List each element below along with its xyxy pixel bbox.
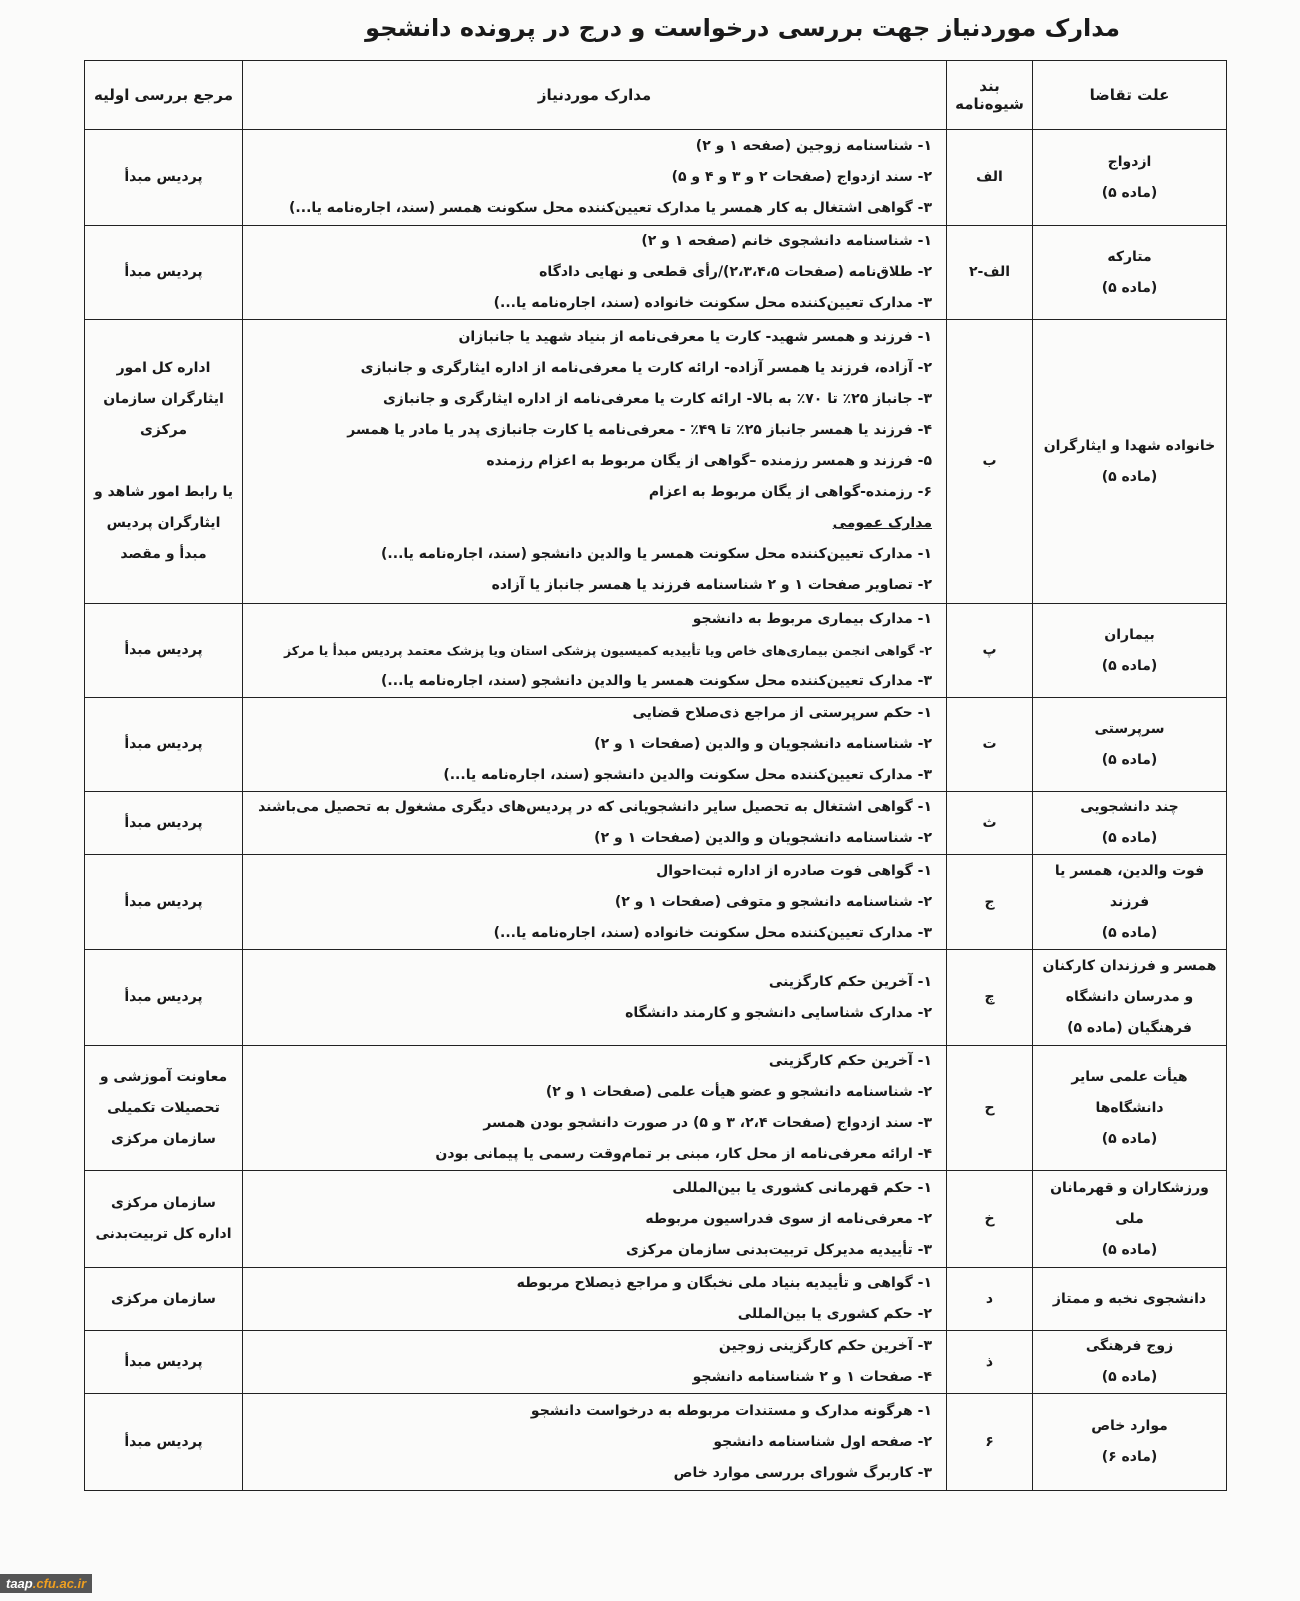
cause-line: (ماده ۵) <box>1101 657 1158 674</box>
header-docs: مدارک موردنیاز <box>243 61 947 130</box>
doc-item: ۱- حکم سرپرستی از مراجع ذی‌صلاح قضایی <box>632 705 932 721</box>
header-band-line: بند <box>979 77 1000 95</box>
doc-item: ۱- گواهی و تأییدیه بنیاد ملی نخبگان و مراجع ذیصلاح مربوطه <box>516 1275 932 1291</box>
doc-item: ۲- مدارک شناسایی دانشجو و کارمند دانشگاه <box>625 1004 932 1021</box>
docs-cell <box>243 1046 947 1171</box>
header-reference: مرجع بررسی اولیه <box>85 61 243 130</box>
reference-line: یا رابط امور شاهد و <box>94 484 233 500</box>
band-cell: د <box>947 1268 1033 1331</box>
band-cell: ب <box>947 320 1033 604</box>
cause-cell <box>1033 604 1227 698</box>
reference-cell <box>85 792 243 855</box>
doc-item: ۱- گواهی فوت صادره از اداره ثبت‌احوال <box>656 862 932 879</box>
reference-line: تحصیلات تکمیلی <box>107 1099 220 1116</box>
cause-line: متارکه <box>1107 248 1152 265</box>
reference-line: پردیس مبدأ <box>124 264 203 280</box>
doc-item: ۳- کاربرگ شورای بررسی موارد خاص <box>673 1464 932 1481</box>
table-row <box>85 1046 1227 1171</box>
table-row <box>85 604 1227 698</box>
reference-line: اداره کل امور <box>116 360 211 376</box>
cause-line: ازدواج <box>1107 153 1152 170</box>
docs-cell <box>243 226 947 320</box>
doc-item: ۳- تأییدیه مدیرکل تربیت‌بدنی سازمان مرکزی <box>626 1241 932 1258</box>
cause-line: موارد خاص <box>1091 1418 1168 1434</box>
docs-cell <box>243 1268 947 1331</box>
doc-item: ۱- هرگونه مدارک و مستندات مربوطه به درخواست دانشجو <box>530 1402 932 1419</box>
band-cell: پ <box>947 604 1033 698</box>
reference-line: پردیس مبدأ <box>124 642 203 658</box>
doc-item: ۲- حکم کشوری یا بین‌المللی <box>737 1306 932 1322</box>
table-row <box>85 698 1227 792</box>
doc-item: ۱- مدارک بیماری مربوط به دانشجو <box>692 611 932 627</box>
reference-line: مرکزی <box>139 422 188 438</box>
band-cell: ح <box>947 1046 1033 1171</box>
reference-cell <box>85 855 243 950</box>
table-row <box>85 226 1227 320</box>
doc-item: ۲- شناسنامه دانشجویان و والدین (صفحات ۱ و ۲) <box>594 736 932 752</box>
doc-item: ۴- صفحات ۱ و ۲ شناسنامه دانشجو <box>692 1369 932 1385</box>
reference-cell <box>85 950 243 1046</box>
header-band-line: شیوه‌نامه <box>955 95 1024 113</box>
cause-line: فرزند <box>1109 893 1150 910</box>
header-band <box>947 61 1033 130</box>
doc-item: ۲- گواهی انجمن بیماری‌های خاص ویا تأییدیه کمیسیون پزشکی استان ویا پزشک معتمد پردیس مبدأ یا مرکز <box>283 643 932 658</box>
reference-line <box>93 446 234 477</box>
header-cause: علت تقاضا <box>1033 61 1227 130</box>
doc-item: ۴- ارائه معرفی‌نامه از محل کار، مبنی بر تمام‌وقت رسمی یا پیمانی بودن <box>435 1146 932 1162</box>
doc-item: ۲- صفحه اول شناسنامه دانشجو <box>713 1433 932 1450</box>
documents-table <box>84 60 1227 1491</box>
doc-item: ۲- تصاویر صفحات ۱ و ۲ شناسنامه فرزند یا همسر جانباز یا آزاده <box>491 577 932 593</box>
doc-item: ۳- مدارک تعیین‌کننده محل سکونت خانواده (سند، اجاره‌نامه یا...) <box>493 295 932 311</box>
reference-line: پردیس مبدأ <box>124 1353 203 1370</box>
cause-line: و مدرسان دانشگاه <box>1065 989 1194 1005</box>
cause-line: (ماده ۵) <box>1101 468 1158 485</box>
docs-cell <box>243 950 947 1046</box>
doc-item: ۱- فرزند و همسر شهید- کارت یا معرفی‌نامه از بنیاد شهید یا جانبازان <box>458 329 932 345</box>
cause-cell <box>1033 1171 1227 1268</box>
cause-cell <box>1033 792 1227 855</box>
reference-line: پردیس مبدأ <box>124 169 203 185</box>
page-title: مدارک موردنیاز جهت بررسی درخواست و درج در پرونده دانشجو <box>365 14 1120 42</box>
docs-cell <box>243 855 947 950</box>
cause-cell <box>1033 320 1227 604</box>
table-row <box>85 855 1227 950</box>
cause-cell <box>1033 1331 1227 1394</box>
cause-line: دانشگاه‌ها <box>1095 1099 1164 1116</box>
cause-cell <box>1033 1046 1227 1171</box>
cause-cell <box>1033 698 1227 792</box>
site-watermark <box>0 1574 92 1593</box>
reference-cell <box>85 1171 243 1268</box>
cause-line: (ماده ۵) <box>1101 1130 1158 1147</box>
band-cell: ذ <box>947 1331 1033 1394</box>
cause-line: فرهنگیان (ماده ۵) <box>1067 1020 1192 1036</box>
doc-item: ۳- جانباز ۲۵٪ تا ۷۰٪ به بالا- ارائه کارت یا معرفی‌نامه از اداره ایثارگری و جانبازی <box>382 391 932 407</box>
doc-item: ۲- آزاده، فرزند یا همسر آزاده- ارائه کارت یا معرفی‌نامه از اداره ایثارگری و جانبازی <box>360 360 932 376</box>
table-row <box>85 320 1227 604</box>
reference-line: اداره کل تربیت‌بدنی <box>95 1226 232 1242</box>
band-cell: الف <box>947 130 1033 226</box>
doc-item: ۱- شناسنامه دانشجوی خانم (صفحه ۱ و ۲) <box>641 233 932 249</box>
cause-line: (ماده ۵) <box>1101 1241 1158 1258</box>
reference-cell <box>85 604 243 698</box>
reference-line: سازمان مرکزی <box>111 1195 216 1211</box>
table-row <box>85 1394 1227 1491</box>
doc-item: ۱- شناسنامه زوجین (صفحه ۱ و ۲) <box>695 138 932 154</box>
docs-cell <box>243 1171 947 1268</box>
reference-line: سازمان مرکزی <box>111 1130 216 1147</box>
general-docs-heading: مدارک عمومی <box>832 515 932 531</box>
reference-line: معاونت آموزشی و <box>99 1068 228 1085</box>
cause-line: (ماده ۵) <box>1101 924 1158 941</box>
doc-item: ۵- فرزند و همسر رزمنده –گواهی از یگان مربوط به اعزام رزمنده <box>486 453 932 469</box>
doc-item: ۳- مدارک تعیین‌کننده محل سکونت همسر یا والدین دانشجو (سند، اجاره‌نامه یا...) <box>381 673 932 689</box>
doc-item: ۲- سند ازدواج (صفحات ۲ و ۳ و ۴ و ۵) <box>671 169 932 185</box>
reference-line: ایثارگران پردیس <box>106 515 221 531</box>
doc-item: ۳- مدارک تعیین‌کننده محل سکونت والدین دانشجو (سند، اجاره‌نامه یا...) <box>443 767 932 783</box>
reference-cell <box>85 1268 243 1331</box>
doc-item: ۱- آخرین حکم کارگزینی <box>768 973 932 990</box>
cause-line: ورزشکاران و قهرمانان <box>1050 1179 1209 1196</box>
cause-cell <box>1033 1394 1227 1491</box>
doc-item: ۳- آخرین حکم کارگزینی زوجین <box>718 1338 932 1354</box>
cause-line: (ماده ۵) <box>1101 184 1158 201</box>
doc-item: ۱- آخرین حکم کارگزینی <box>768 1053 932 1069</box>
band-cell: ۶ <box>947 1394 1033 1491</box>
reference-cell <box>85 130 243 226</box>
reference-line: پردیس مبدأ <box>124 893 203 910</box>
docs-cell <box>243 1331 947 1394</box>
reference-line: پردیس مبدأ <box>124 989 203 1005</box>
cause-line: (ماده ۵) <box>1101 830 1158 846</box>
reference-line: سازمان مرکزی <box>111 1290 216 1307</box>
cause-line: (ماده ۵) <box>1101 1369 1158 1385</box>
docs-cell <box>243 604 947 698</box>
doc-item: ۱- حکم قهرمانی کشوری یا بین‌المللی <box>672 1179 932 1196</box>
doc-item: ۲- شناسنامه دانشجو و متوفی (صفحات ۱ و ۲) <box>614 893 932 910</box>
cause-line: فوت والدین، همسر یا <box>1054 862 1205 879</box>
doc-item: ۲- معرفی‌نامه از سوی فدراسیون مربوطه <box>645 1210 932 1227</box>
cause-line: همسر و فرزندان کارکنان <box>1042 958 1217 974</box>
table-header-row <box>85 61 1227 130</box>
cause-line: دانشجوی نخبه و ممتاز <box>1052 1290 1207 1307</box>
docs-cell <box>243 320 947 604</box>
cause-line: (ماده ۵) <box>1101 279 1158 296</box>
docs-cell <box>243 1394 947 1491</box>
reference-cell <box>85 1046 243 1171</box>
band-cell: ت <box>947 698 1033 792</box>
band-cell: الف-۲ <box>947 226 1033 320</box>
cause-line: سرپرستی <box>1094 720 1165 737</box>
reference-cell <box>85 1331 243 1394</box>
cause-line: چند دانشجویی <box>1080 799 1179 815</box>
doc-item: ۱- گواهی اشتغال به تحصیل سایر دانشجویانی که در پردیس‌های دیگری مشغول به تحصیل می‌باشند <box>258 799 932 815</box>
doc-item: ۲- شناسنامه دانشجویان و والدین (صفحات ۱ و ۲) <box>594 830 932 846</box>
cause-line: بیماران <box>1104 626 1155 643</box>
table-row <box>85 792 1227 855</box>
table-row <box>85 130 1227 226</box>
doc-item: ۲- شناسنامه دانشجو و عضو هیأت علمی (صفحات ۱ و ۲) <box>545 1084 932 1100</box>
cause-line: هیأت علمی سایر <box>1071 1068 1188 1085</box>
doc-item: ۶- رزمنده-گواهی از یگان مربوط به اعزام <box>648 484 932 500</box>
reference-cell <box>85 320 243 604</box>
band-cell: چ <box>947 950 1033 1046</box>
doc-item: ۴- فرزند یا همسر جانباز ۲۵٪ تا ۴۹٪ - معرفی‌نامه یا کارت جانبازی پدر یا مادر یا همسر <box>347 422 932 438</box>
doc-item: ۲- طلاق‌نامه (صفحات ۲،۳،۴،۵)/رأی قطعی و نهایی دادگاه <box>539 264 932 280</box>
reference-line: ایثارگران سازمان <box>103 391 224 407</box>
table-row <box>85 950 1227 1046</box>
doc-item: ۱- مدارک تعیین‌کننده محل سکونت همسر یا والدین دانشجو (سند، اجاره‌نامه یا...) <box>381 546 932 562</box>
band-cell: ث <box>947 792 1033 855</box>
reference-line: پردیس مبدأ <box>124 814 203 831</box>
cause-line: (ماده ۵) <box>1101 751 1158 768</box>
docs-cell <box>243 792 947 855</box>
table-row <box>85 1268 1227 1331</box>
doc-item: ۳- سند ازدواج (صفحات ۲،۴، ۳ و ۵) در صورت دانشجو بودن همسر <box>483 1115 932 1131</box>
cause-cell <box>1033 1268 1227 1331</box>
band-cell: خ <box>947 1171 1033 1268</box>
reference-cell <box>85 698 243 792</box>
reference-line: پردیس مبدأ <box>124 736 203 752</box>
cause-cell <box>1033 130 1227 226</box>
reference-cell <box>85 1394 243 1491</box>
cause-cell <box>1033 855 1227 950</box>
reference-cell <box>85 226 243 320</box>
table-row <box>85 1171 1227 1268</box>
cause-cell <box>1033 226 1227 320</box>
watermark-part: .cfu.ac.ir <box>32 1576 87 1591</box>
cause-line: (ماده ۶) <box>1101 1449 1158 1465</box>
reference-line: مبدأ و مقصد <box>120 546 207 562</box>
cause-line: خانواده شهدا و ایثارگران <box>1043 437 1216 454</box>
reference-line: پردیس مبدأ <box>124 1433 203 1450</box>
cause-line: زوج فرهنگی <box>1085 1338 1174 1354</box>
docs-cell <box>243 130 947 226</box>
table-row <box>85 1331 1227 1394</box>
doc-item: ۳- گواهی اشتغال به کار همسر یا مدارک تعیین‌کننده محل سکونت همسر (سند، اجاره‌نامه یا...) <box>289 200 932 216</box>
band-cell: ج <box>947 855 1033 950</box>
docs-cell <box>243 698 947 792</box>
cause-cell <box>1033 950 1227 1046</box>
doc-item: ۳- مدارک تعیین‌کننده محل سکونت خانواده (سند، اجاره‌نامه یا...) <box>493 924 932 941</box>
watermark-part: taap <box>6 1576 33 1591</box>
cause-line: ملی <box>1115 1210 1144 1227</box>
